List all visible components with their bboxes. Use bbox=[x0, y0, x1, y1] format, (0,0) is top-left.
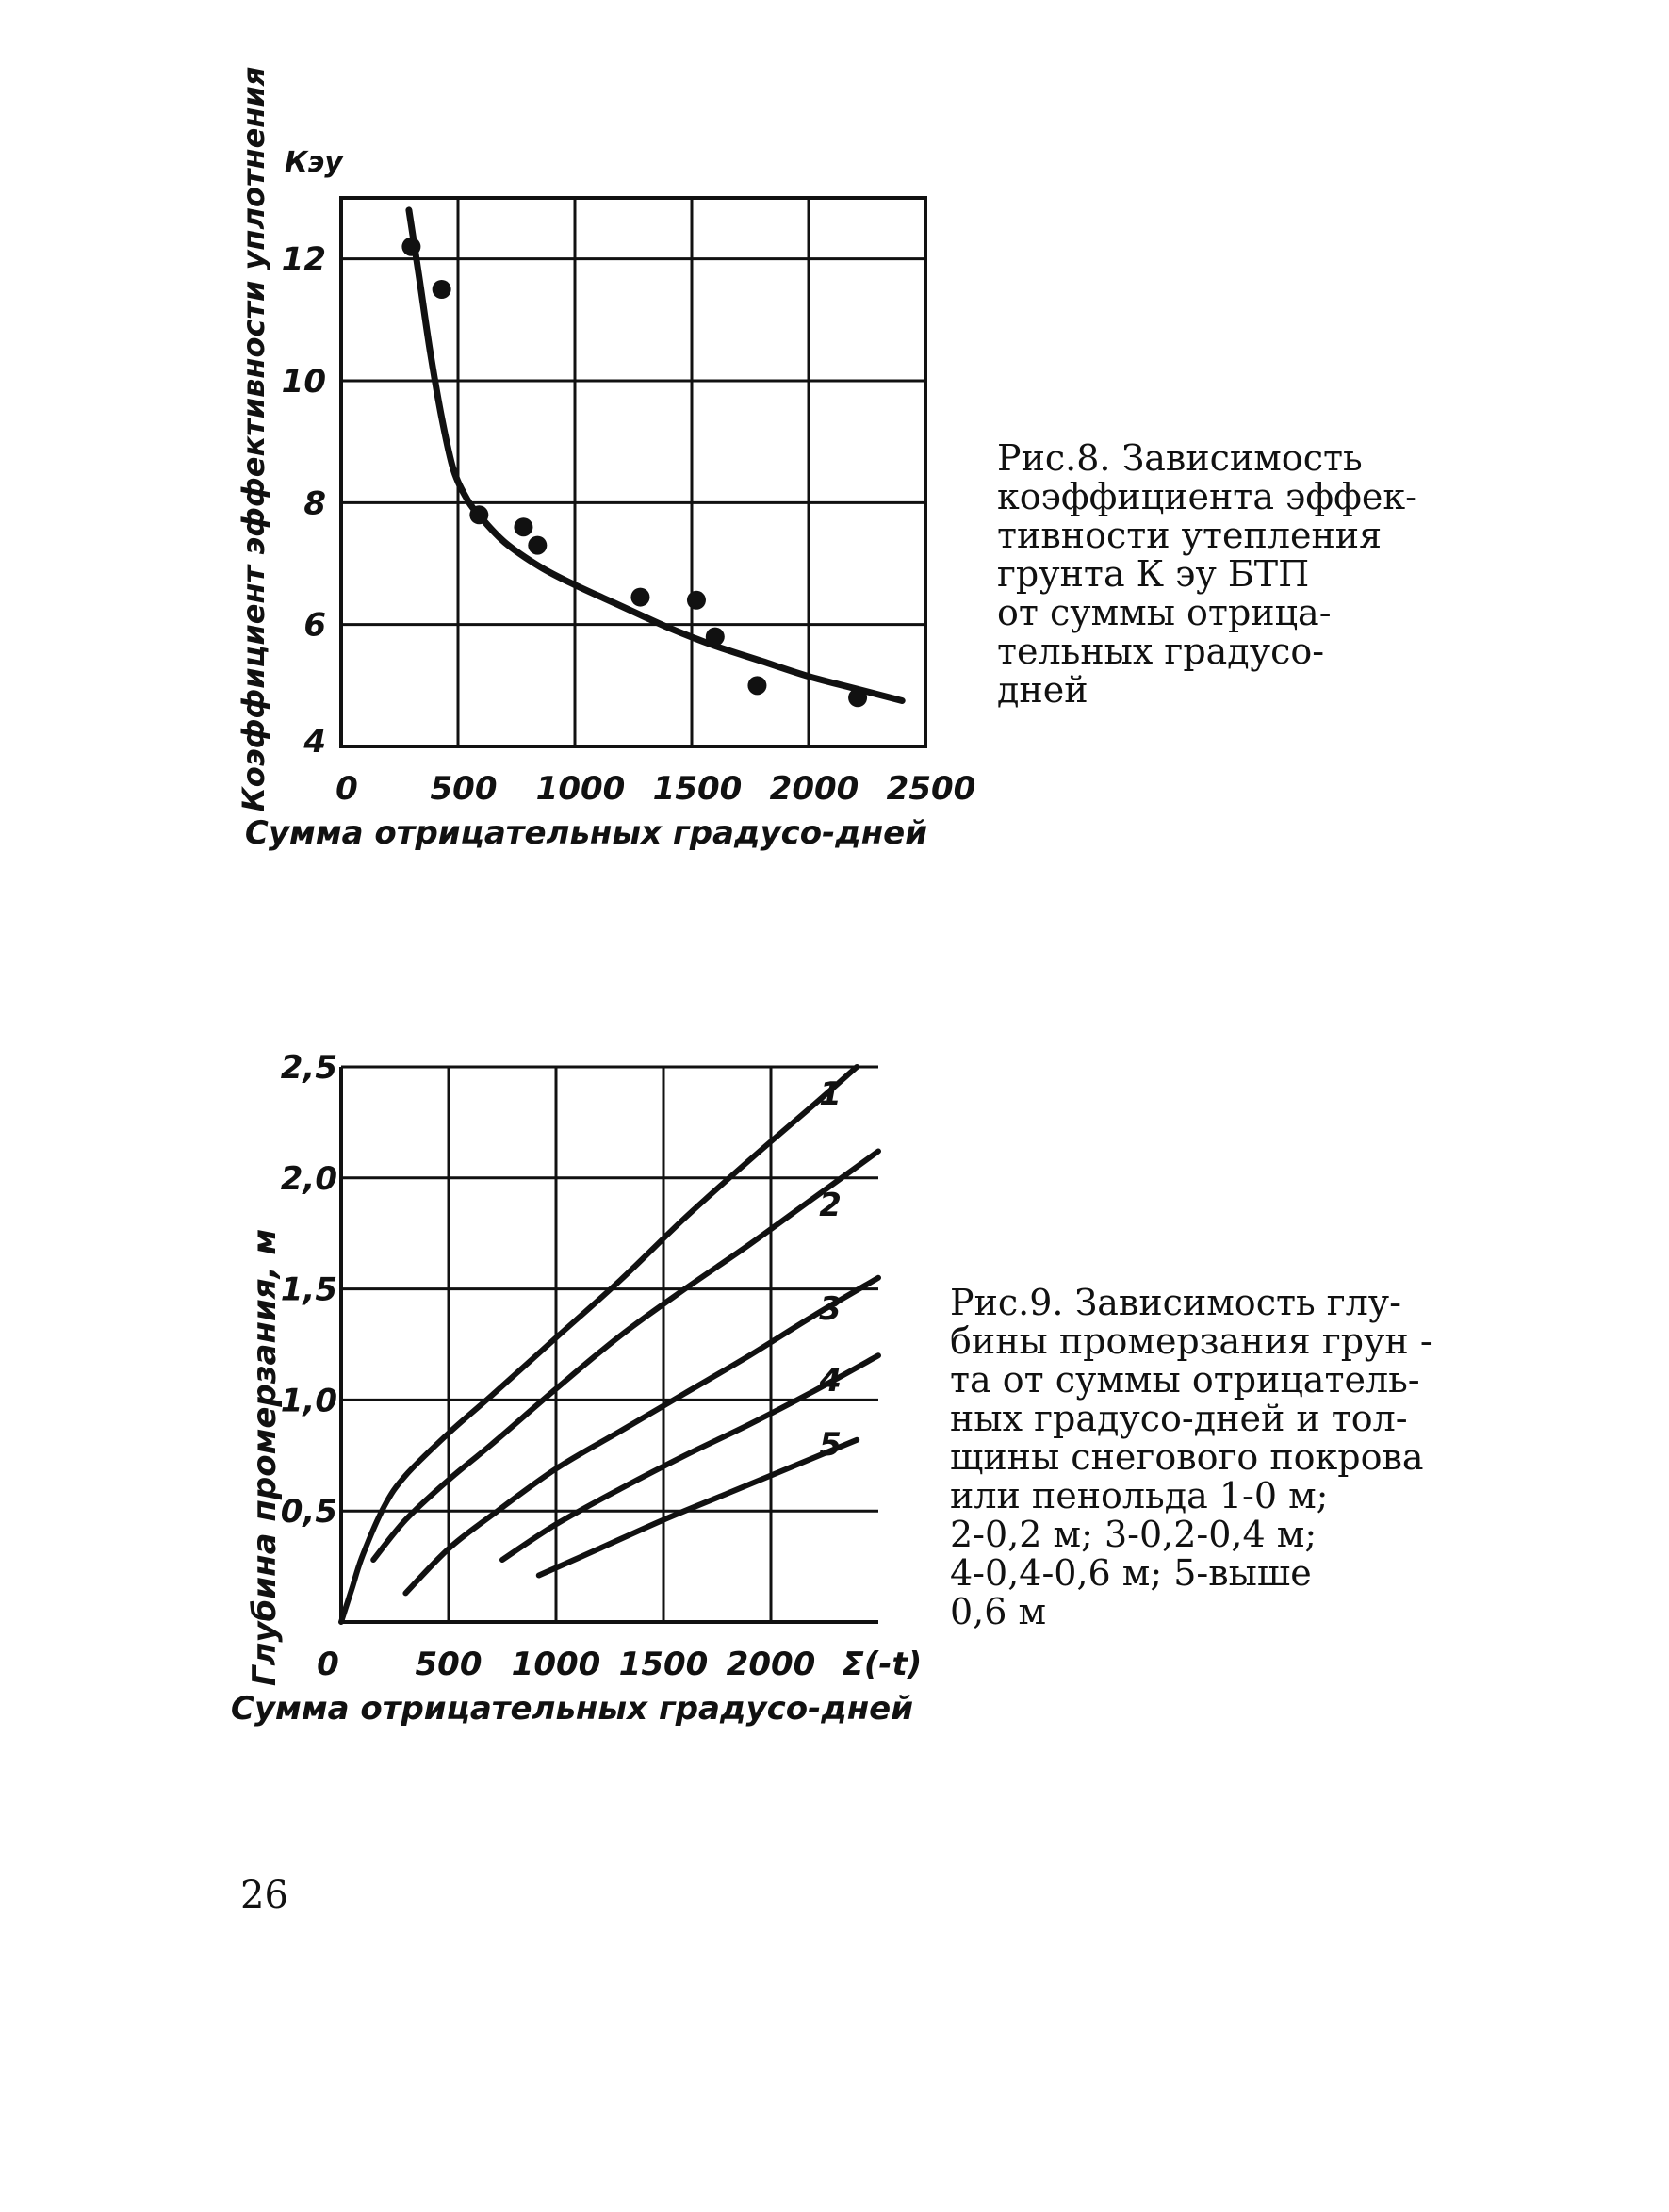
y-axis-label: Глубина промерзания, м bbox=[246, 1228, 284, 1687]
y-tick-label: 1,5 bbox=[280, 1270, 337, 1309]
y-axis-unit: Кэу bbox=[285, 146, 343, 179]
x-axis-label: Сумма отрицательных градусо-дней bbox=[244, 814, 928, 852]
data-point bbox=[514, 517, 532, 536]
data-point bbox=[687, 591, 706, 610]
series-label-1: 1 bbox=[819, 1075, 842, 1113]
x-tick-label: 2000 bbox=[726, 1646, 816, 1683]
y-tick-label: 2,5 bbox=[280, 1049, 337, 1087]
data-point bbox=[469, 505, 488, 524]
y-tick-label: 6 bbox=[303, 606, 326, 645]
y-tick-label: 8 bbox=[303, 484, 326, 523]
series-line-1 bbox=[341, 1067, 857, 1622]
figure-8-caption: Рис.8. Зависимость коэффициента эффек- тивности утепления грунта К эу БТП от суммы отрица- тельных градусо- дней bbox=[997, 437, 1417, 711]
x-tick-label: 2000 bbox=[769, 770, 859, 808]
series-label-5: 5 bbox=[819, 1426, 842, 1464]
series-label-3: 3 bbox=[819, 1290, 842, 1328]
x-tick-label: 1000 bbox=[535, 770, 626, 808]
data-point bbox=[630, 588, 649, 607]
figure-9-caption: Рис.9. Зависимость глу- бины промерзания грун - та от суммы отрицатель- ных градусо-дней и тол- щины снегового покрова или пенольда 1-0 м; 2-0,2 м; 3-0,2-0,4 м; 4-0,4-0,6 м; 5-выше 0,6 м bbox=[950, 1282, 1432, 1632]
y-tick-label: 1,0 bbox=[280, 1382, 337, 1420]
x-tick-label: 1000 bbox=[511, 1646, 601, 1683]
y-tick-label: 10 bbox=[281, 363, 326, 401]
y-axis-label: Коэффициент эффективности уплотнения bbox=[236, 66, 271, 812]
y-tick-label: 4 bbox=[303, 723, 326, 761]
figure-8-chart bbox=[236, 67, 975, 852]
series-label-2: 2 bbox=[819, 1187, 842, 1224]
figure-9-chart bbox=[231, 1049, 922, 1728]
x-tick-label: 2500 bbox=[886, 770, 976, 808]
x-tick-label: 500 bbox=[430, 770, 498, 808]
plot-frame bbox=[341, 198, 925, 746]
trend-line bbox=[409, 210, 902, 701]
data-point bbox=[401, 238, 420, 256]
y-tick-label: 12 bbox=[281, 240, 326, 279]
x-axis-symbol: Σ(-t) bbox=[842, 1646, 923, 1683]
x-tick-label: 1500 bbox=[652, 770, 743, 808]
x-axis-label: Сумма отрицательных градусо-дней bbox=[230, 1690, 914, 1728]
data-point bbox=[747, 676, 766, 695]
series-label-4: 4 bbox=[819, 1362, 842, 1400]
x-tick-label: 500 bbox=[415, 1646, 483, 1683]
y-tick-label: 2,0 bbox=[280, 1159, 337, 1198]
x-tick-label: 0 bbox=[335, 770, 358, 808]
y-tick-label: 0,5 bbox=[280, 1493, 337, 1532]
data-point bbox=[528, 536, 547, 555]
x-tick-label: 0 bbox=[317, 1646, 339, 1683]
data-point bbox=[433, 280, 451, 299]
page-number: 26 bbox=[240, 1874, 288, 1917]
data-point bbox=[706, 628, 725, 647]
x-tick-label: 1500 bbox=[618, 1646, 709, 1683]
series-line-3 bbox=[405, 1278, 878, 1594]
data-point bbox=[848, 688, 867, 707]
